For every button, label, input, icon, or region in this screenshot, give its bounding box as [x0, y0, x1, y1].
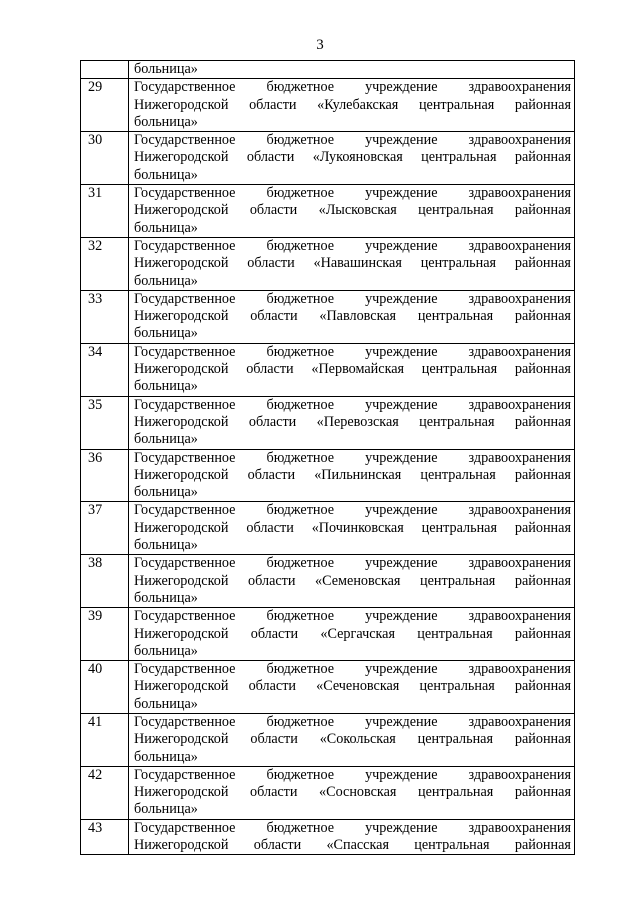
name-line	[134, 573, 571, 590]
row-number: 36	[81, 449, 129, 502]
name-word: учреждение	[365, 819, 438, 836]
name-word: бюджетное	[266, 555, 335, 572]
name-line	[134, 714, 571, 731]
name-word: Нижегородской	[134, 519, 229, 536]
row-number: 33	[81, 290, 129, 343]
table-row	[81, 396, 575, 449]
name-word: бюджетное	[266, 449, 335, 466]
name-word: районная	[514, 784, 571, 801]
name-word: области	[250, 625, 299, 642]
name-word: районная	[514, 255, 571, 272]
name-word: Нижегородской	[134, 731, 229, 748]
name-line	[134, 132, 571, 149]
name-word: центральная	[418, 784, 494, 801]
name-word: районная	[514, 308, 571, 325]
institutions-table	[80, 60, 575, 855]
name-word: Государственное	[134, 290, 236, 307]
name-line-last: больница»	[134, 325, 198, 342]
name-line-last: больница»	[134, 695, 198, 712]
name-word: здравоохранения	[468, 185, 571, 202]
name-word: центральная	[420, 255, 497, 272]
name-word: районная	[514, 149, 571, 166]
name-line	[134, 361, 571, 378]
name-word: центральная	[421, 361, 498, 378]
name-word: области	[246, 519, 294, 536]
name-word: центральная	[420, 572, 496, 589]
name-word: области	[250, 308, 298, 325]
name-word: области	[247, 255, 295, 272]
name-word: области	[248, 413, 297, 430]
table-row	[81, 449, 575, 502]
name-word: области	[246, 361, 294, 378]
name-word: области	[253, 837, 302, 854]
name-word: Нижегородской	[134, 413, 229, 430]
name-line	[134, 731, 571, 748]
name-word: бюджетное	[266, 343, 335, 360]
table-row	[81, 237, 575, 290]
name-word: «Павловская	[319, 308, 397, 325]
name-word: здравоохранения	[468, 449, 571, 466]
name-word: Нижегородской	[134, 625, 229, 642]
name-line	[134, 555, 571, 572]
name-line-last: больница»	[134, 166, 198, 183]
name-word: здравоохранения	[468, 290, 571, 307]
table-body	[81, 61, 575, 855]
row-number-cell	[81, 61, 129, 79]
name-line-last: больница»	[134, 642, 198, 659]
name-line-last: больница»	[134, 484, 198, 501]
name-word: бюджетное	[266, 608, 335, 625]
name-line	[134, 502, 571, 519]
name-word: «Пильнинская	[314, 466, 402, 483]
name-word: здравоохранения	[468, 237, 571, 254]
name-word: Государственное	[134, 185, 236, 202]
name-line	[134, 784, 571, 801]
name-word: бюджетное	[266, 396, 335, 413]
name-word: бюджетное	[266, 502, 335, 519]
name-word: «Починковская	[311, 519, 404, 536]
institution-name	[129, 237, 575, 290]
name-line	[134, 97, 571, 114]
name-word: центральная	[414, 837, 490, 854]
name-word: здравоохранения	[468, 502, 571, 519]
name-line-last: больница»	[134, 537, 198, 554]
name-word: районная	[514, 413, 571, 430]
name-word: учреждение	[365, 290, 438, 307]
name-word: бюджетное	[266, 185, 335, 202]
name-word: Государственное	[134, 396, 236, 413]
institution-name	[129, 185, 575, 238]
table-row	[81, 343, 575, 396]
name-line	[134, 678, 571, 695]
name-word: здравоохранения	[468, 343, 571, 360]
institution-name	[129, 396, 575, 449]
table-row	[81, 661, 575, 714]
name-word: центральная	[421, 519, 497, 536]
institution-name	[129, 819, 575, 855]
name-line	[134, 202, 571, 219]
name-word: «Навашинская	[313, 255, 402, 272]
name-word: Нижегородской	[134, 255, 229, 272]
name-word: центральная	[420, 466, 496, 483]
table-row	[81, 819, 575, 855]
name-word: бюджетное	[266, 237, 335, 254]
name-word: здравоохранения	[468, 661, 571, 678]
name-word: Государственное	[134, 661, 236, 678]
row-number: 34	[81, 343, 129, 396]
row-number: 38	[81, 555, 129, 608]
name-word: области	[246, 149, 295, 166]
name-word: бюджетное	[266, 661, 335, 678]
name-word: Нижегородской	[134, 837, 229, 854]
name-word: учреждение	[365, 343, 438, 360]
institution-name	[129, 555, 575, 608]
institution-name	[129, 449, 575, 502]
name-word: здравоохранения	[468, 819, 571, 836]
row-number: 32	[81, 237, 129, 290]
name-word: «Семеновская	[315, 572, 401, 589]
name-word: Государственное	[134, 766, 236, 783]
table-row	[81, 502, 575, 555]
name-word: здравоохранения	[468, 555, 571, 572]
name-line	[134, 344, 571, 361]
name-word: здравоохранения	[468, 79, 571, 96]
name-line	[134, 661, 571, 678]
name-word: здравоохранения	[468, 608, 571, 625]
name-line	[134, 767, 571, 784]
name-word: учреждение	[365, 449, 438, 466]
name-line	[134, 608, 571, 625]
institution-name	[129, 79, 575, 132]
row-number: 37	[81, 502, 129, 555]
name-line	[134, 520, 571, 537]
name-word: области	[249, 96, 297, 113]
name-line-last: больница»	[134, 748, 198, 765]
name-word: центральная	[419, 413, 495, 430]
name-line	[134, 291, 571, 308]
name-word: бюджетное	[266, 713, 335, 730]
name-word: области	[249, 202, 298, 219]
name-word: центральная	[418, 96, 495, 113]
name-line	[134, 837, 571, 854]
institution-name	[129, 608, 575, 661]
name-word: учреждение	[365, 185, 438, 202]
name-word: «Сокольская	[319, 731, 396, 748]
name-word: учреждение	[365, 713, 438, 730]
institution-name	[129, 343, 575, 396]
name-word: учреждение	[365, 555, 438, 572]
name-word: Государственное	[134, 237, 236, 254]
table-row	[81, 713, 575, 766]
name-line	[134, 626, 571, 643]
name-line	[134, 820, 571, 837]
name-line	[134, 238, 571, 255]
name-word: районная	[514, 625, 571, 642]
name-word: центральная	[418, 202, 494, 219]
name-word: Государственное	[134, 608, 236, 625]
name-word: центральная	[417, 625, 493, 642]
name-word: «Лысковская	[318, 202, 397, 219]
name-word: здравоохранения	[468, 766, 571, 783]
name-word: бюджетное	[266, 132, 335, 149]
row-number: 31	[81, 185, 129, 238]
name-word: учреждение	[365, 661, 438, 678]
name-line	[134, 467, 571, 484]
name-word: области	[250, 784, 298, 801]
name-word: «Спасская	[326, 837, 389, 854]
name-word: Государственное	[134, 132, 236, 149]
page-number: 3	[316, 37, 324, 53]
table-row	[81, 132, 575, 185]
name-line-last: больница»	[134, 219, 198, 236]
name-line	[134, 308, 571, 325]
table-row	[81, 555, 575, 608]
name-word: Нижегородской	[134, 466, 229, 483]
name-word: Нижегородской	[134, 308, 229, 325]
name-word: Государственное	[134, 502, 236, 519]
name-line	[134, 149, 571, 166]
table-row	[81, 608, 575, 661]
institution-name	[129, 661, 575, 714]
name-word: центральная	[417, 308, 494, 325]
name-word: бюджетное	[266, 819, 335, 836]
name-word: области	[250, 731, 298, 748]
name-word: здравоохранения	[468, 132, 571, 149]
name-line-last: больница»	[134, 272, 198, 289]
name-word: Государственное	[134, 343, 236, 360]
row-number: 41	[81, 713, 129, 766]
name-word: Государственное	[134, 79, 236, 96]
table-row	[81, 290, 575, 343]
name-word: учреждение	[365, 608, 438, 625]
name-word: учреждение	[365, 766, 438, 783]
name-word: Государственное	[134, 449, 236, 466]
name-line-last: больница»	[134, 113, 198, 130]
name-word: Нижегородской	[134, 361, 229, 378]
name-word: бюджетное	[266, 79, 335, 96]
name-line-last: больница»	[134, 431, 198, 448]
name-word: здравоохранения	[468, 713, 571, 730]
name-line	[134, 185, 571, 202]
name-line	[134, 79, 571, 96]
name-line-last: больница»	[134, 801, 198, 818]
row-number: 30	[81, 132, 129, 185]
name-word: районная	[514, 837, 571, 854]
institution-name	[129, 132, 575, 185]
name-word: «Первомайская	[311, 361, 405, 378]
row-number: 35	[81, 396, 129, 449]
name-word: центральная	[419, 678, 495, 695]
institution-name	[129, 766, 575, 819]
table-row	[81, 185, 575, 238]
name-word: Государственное	[134, 819, 236, 836]
table-row	[81, 766, 575, 819]
table-row	[81, 79, 575, 132]
name-word: районная	[514, 361, 571, 378]
name-word: учреждение	[365, 237, 438, 254]
name-word: «Кулебакская	[317, 96, 399, 113]
name-word: «Перевозская	[316, 413, 399, 430]
name-word: Нижегородской	[134, 572, 229, 589]
name-word: центральная	[421, 149, 497, 166]
name-line	[134, 450, 571, 467]
row-number: 43	[81, 819, 129, 855]
name-word: районная	[514, 678, 571, 695]
institution-name	[129, 290, 575, 343]
name-word: Нижегородской	[134, 784, 229, 801]
name-word: районная	[514, 96, 571, 113]
name-word: бюджетное	[266, 766, 335, 783]
name-word: «Сергачская	[320, 625, 396, 642]
name-line-last: больница»	[134, 589, 198, 606]
name-word: учреждение	[365, 396, 438, 413]
name-word: районная	[514, 731, 571, 748]
table-row-continuation	[81, 61, 575, 79]
name-word: районная	[514, 572, 571, 589]
name-word: Нижегородской	[134, 678, 229, 695]
row-number: 42	[81, 766, 129, 819]
name-word: области	[248, 678, 297, 695]
name-word: районная	[514, 519, 571, 536]
name-word: здравоохранения	[468, 396, 571, 413]
name-word: Нижегородской	[134, 202, 229, 219]
name-word: «Сеченовская	[316, 678, 400, 695]
name-word: бюджетное	[266, 290, 335, 307]
name-line	[134, 255, 571, 272]
name-word: «Лукояновская	[312, 149, 403, 166]
institution-name	[129, 502, 575, 555]
name-word: Нижегородской	[134, 149, 229, 166]
row-number: 39	[81, 608, 129, 661]
row-number: 29	[81, 79, 129, 132]
name-word: области	[248, 572, 296, 589]
name-word: районная	[514, 466, 571, 483]
name-word: учреждение	[365, 502, 438, 519]
row-number: 40	[81, 661, 129, 714]
name-word: центральная	[417, 731, 493, 748]
name-line	[134, 414, 571, 431]
institution-name	[129, 713, 575, 766]
name-word: учреждение	[365, 132, 438, 149]
name-word: Нижегородской	[134, 96, 229, 113]
name-word: Государственное	[134, 713, 236, 730]
name-word: «Сосновская	[319, 784, 397, 801]
name-word: области	[247, 466, 296, 483]
name-line	[134, 397, 571, 414]
name-line-last: больница»	[134, 378, 198, 395]
name-word: районная	[514, 202, 571, 219]
name-word: Государственное	[134, 555, 236, 572]
name-word: учреждение	[365, 79, 438, 96]
continuation-text: больница»	[134, 61, 198, 77]
institution-name-cell	[129, 61, 575, 79]
